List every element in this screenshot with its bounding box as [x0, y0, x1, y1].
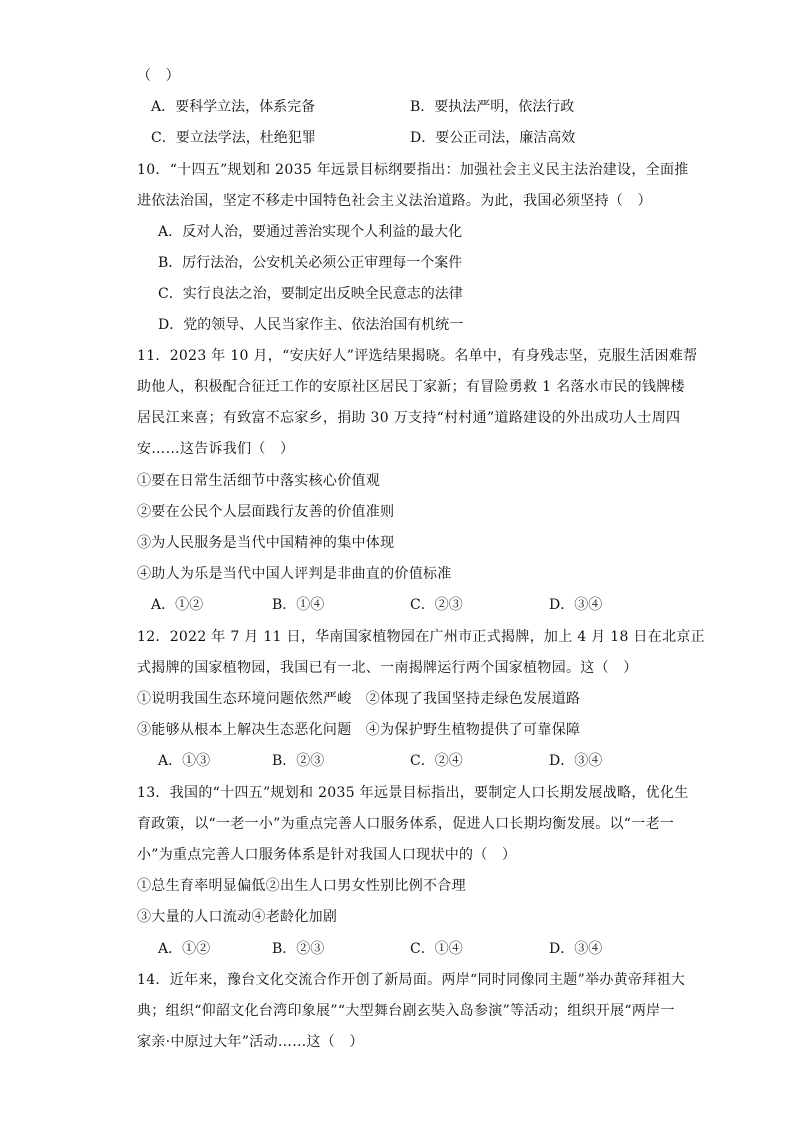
q10-option-b: B．厉行法治，公安机关必须公正审理每一个案件 — [158, 255, 463, 271]
q13-stem-line-3: 小”为重点完善人口服务体系是针对我国人口现状中的（ ） — [137, 847, 517, 863]
q12-stem-line-2: 式揭牌的国家植物园，我国已有一北、一南揭牌运行两个国家植物园。这（ ） — [137, 660, 638, 676]
q12-stem-line-1: 12．2022 年 7 月 11 日，华南国家植物园在广州市正式揭牌，加上 4 月 18 日在北京正 — [137, 629, 705, 645]
q11-statement-2: ②要在公民个人层面践行友善的价值准则 — [137, 504, 395, 520]
q10-stem-line-2: 进依法治国，坚定不移走中国特色社会主义法治道路。为此，我国必须坚持（ ） — [137, 193, 652, 209]
q11-statement-3: ③为人民服务是当代中国精神的集中体现 — [137, 535, 395, 551]
q11-stem-line-2: 助他人，积极配合征迁工作的安原社区居民丁家新；有冒险勇救 1 名落水市民的钱牌楼 — [137, 379, 685, 395]
q10-option-c: C．实行良法之治，要制定出反映全民意志的法律 — [158, 286, 463, 302]
q9-option-a: A．要科学立法，体系完备 — [151, 99, 316, 115]
q11-stem-line-3: 居民江来喜；有致富不忘家乡，捐助 30 万支持“村村通”道路建设的外出成功人士周四 — [137, 410, 681, 426]
q13-option-b: B．②③ — [272, 941, 325, 957]
q12-option-a: A．①③ — [158, 753, 211, 769]
q13-option-d: D．③④ — [549, 941, 603, 957]
q9-stem-tail: （ ） — [137, 68, 180, 84]
q12-option-c: C．②④ — [410, 753, 463, 769]
q11-option-d: D．③④ — [549, 597, 603, 613]
q12-option-d: D．③④ — [549, 753, 603, 769]
q11-option-a: A．①② — [151, 597, 204, 613]
q13-statement-line-1: ①总生育率明显偏低②出生人口男女性别比例不合理 — [137, 878, 466, 894]
q13-stem-line-1: 13．我国的“十四五”规划和 2035 年远景目标指出，要制定人口长期发展战略，优化生 — [137, 785, 689, 801]
q11-stem-line-1: 11．2023 年 10 月，“安庆好人”评选结果揭晓。名单中，有身残志坚，克服生活困难帮 — [137, 348, 698, 364]
q14-stem-line-1: 14．近年来，豫台文化交流合作开创了新局面。两岸“同时同像同主题”举办黄帝拜祖大 — [137, 972, 686, 988]
q9-option-d: D．要公正司法，廉洁高效 — [410, 130, 576, 146]
q9-option-b: B．要执法严明，依法行政 — [410, 99, 575, 115]
q11-option-b: B．①④ — [272, 597, 325, 613]
q10-option-a: A．反对人治，要通过善治实现个人利益的最大化 — [158, 224, 463, 240]
q12-statement-line-2: ③能够从根本上解决生态恶化问题 ④为保护野生植物提供了可靠保障 — [137, 722, 581, 738]
q10-option-d: D．党的领导、人民当家作主、依法治国有机统一 — [158, 317, 464, 333]
q13-option-c: C．①④ — [410, 941, 463, 957]
q13-statement-line-2: ③大量的人口流动④老龄化加剧 — [137, 909, 338, 925]
q12-statement-line-1: ①说明我国生态环境问题依然严峻 ②体现了我国坚持走绿色发展道路 — [137, 691, 581, 707]
q11-statement-1: ①要在日常生活细节中落实核心价值观 — [137, 473, 381, 489]
q11-option-c: C．②③ — [410, 597, 463, 613]
q9-option-c: C．要立法学法，杜绝犯罪 — [151, 130, 316, 146]
q11-statement-4: ④助人为乐是当代中国人评判是非曲直的价值标准 — [137, 566, 452, 582]
q10-stem-line-1: 10．“十四五”规划和 2035 年远景目标纲要指出：加强社会主义民主法治建设，全面推 — [137, 162, 689, 178]
q13-stem-line-2: 育政策，以“一老一小”为重点完善人口服务体系，促进人口长期均衡发展。以“一老一 — [137, 816, 675, 832]
q13-option-a: A．①② — [158, 941, 211, 957]
q14-stem-line-2: 典；组织“仰韶文化台湾印象展”“大型舞台剧玄奘入岛参演”等活动；组织开展“两岸一 — [137, 1003, 675, 1019]
q14-stem-line-3: 家亲·中原过大年”活动……这（ ） — [137, 1034, 364, 1050]
q12-option-b: B．②③ — [272, 753, 325, 769]
q11-stem-line-4: 安……这告诉我们（ ） — [137, 441, 295, 457]
